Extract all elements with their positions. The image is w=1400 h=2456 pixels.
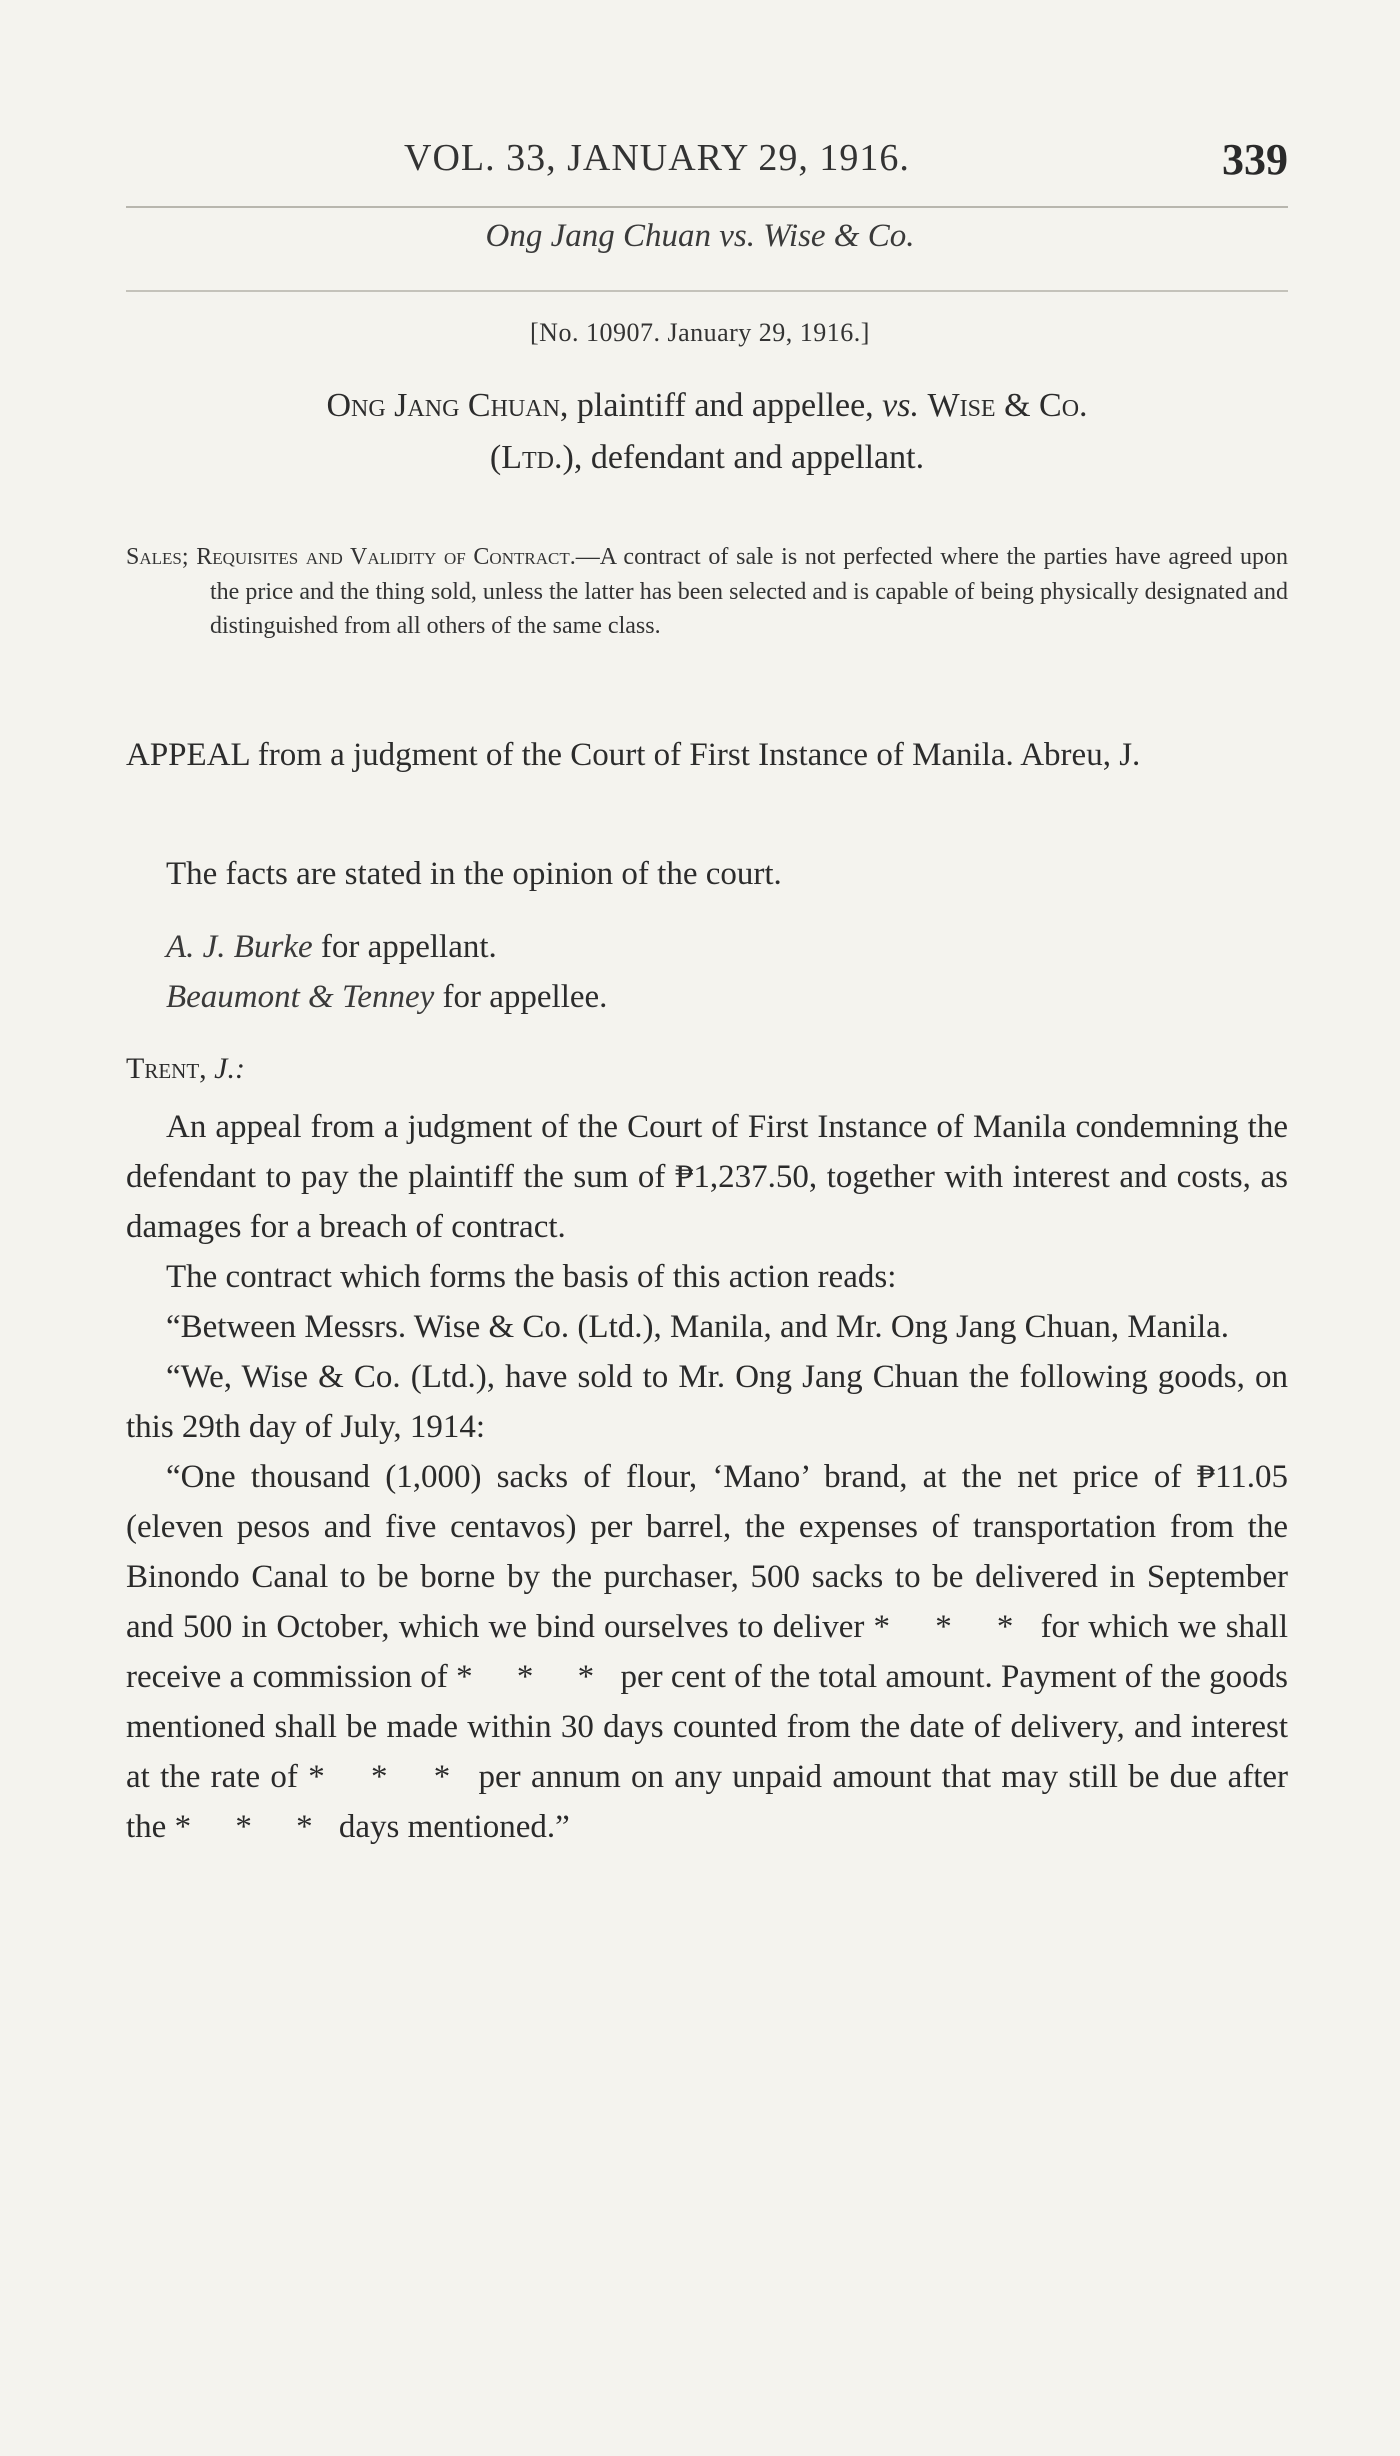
ltd-label: Ltd. — [501, 439, 563, 476]
appeal-line: APPEAL from a judgment of the Court of First Instance of Manila. Abreu, J. — [126, 737, 1141, 773]
ellipsis-stars: * * * — [873, 1609, 1032, 1645]
opinion-body — [126, 1102, 1288, 1852]
judge-title: J.: — [214, 1052, 245, 1085]
contract-text: per cent of the total amount. Payment of the goods mentioned shall be made within 30 days counted from the date of delivery, and interest at the rate of — [126, 1659, 1289, 1795]
plaintiff-role: , plaintiff and appellee, — [559, 387, 883, 424]
parties — [126, 380, 1288, 484]
appellee-counsel-role: for appellee. — [434, 979, 608, 1015]
ellipsis-stars: * * * — [456, 1659, 613, 1695]
docket-number: [No. 10907. January 29, 1916.] — [530, 318, 870, 347]
header-rule-bottom — [126, 290, 1288, 292]
syllabus — [126, 540, 1288, 644]
contract-text: per annum on any unpaid amount that may still be due after the — [126, 1759, 1289, 1845]
ltd-close: ) — [562, 439, 574, 476]
opinion-paragraph: The contract which forms the basis of this action reads: — [166, 1259, 897, 1295]
contract-quote-paragraph — [126, 1452, 1288, 1852]
counsel-appellee — [166, 972, 607, 1022]
judge-name: Trent — [126, 1052, 200, 1085]
appellant-counsel-name: A. J. Burke — [166, 929, 313, 965]
plaintiff-name: Ong Jang Chuan — [326, 387, 560, 424]
opinion-paragraph: An appeal from a judgment of the Court of First Instance of Manila condemning the defendant to pay the plaintiff the sum of ₱1,237.50, together with interest and costs, as damages for a breach of contract. — [126, 1109, 1288, 1245]
ltd-open: ( — [489, 439, 502, 476]
contract-quote-paragraph: “We, Wise & Co. (Ltd.), have sold to Mr. Ong Jang Chuan the following goods, on this 29th day of July, 1914: — [126, 1359, 1288, 1445]
contract-quote-paragraph: “Between Messrs. Wise & Co. (Ltd.), Manila, and Mr. Ong Jang Chuan, Manila. — [166, 1309, 1230, 1345]
counsel-appellant — [166, 922, 607, 972]
contract-text: “One thousand (1,000) sacks of flour, ‘Mano’ brand, at the net price of ₱11.05 (eleven pesos and five centavos) per barrel, the expenses of transportation from the Binondo Canal to be borne by the purchaser, 500 sacks to be delivered in September and 500 in October, which we bind ourselves to deliver — [126, 1459, 1288, 1645]
judge-line: Trent, J.: — [126, 1052, 245, 1085]
appellee-counsel-name: Beaumont & Tenney — [166, 979, 435, 1015]
ellipsis-stars: * * * — [308, 1759, 469, 1795]
syllabus-text: —A contract of sale is not perfected where the parties have agreed upon the price and the thing sold, unless the latter has been selected and is capable of being physically designated and distinguished from all others of the same class. — [210, 544, 1288, 639]
running-head — [126, 130, 1288, 190]
defendant-role: , defendant and appellant. — [573, 439, 925, 476]
case-title: Ong Jang Chuan vs. Wise & Co. — [485, 218, 915, 254]
contract-text: for which we shall receive a commission of — [126, 1609, 1289, 1695]
versus: vs. — [882, 387, 919, 424]
ellipsis-stars: * * * — [174, 1809, 331, 1845]
appellant-counsel-role: for appellant. — [312, 929, 497, 965]
facts-note: The facts are stated in the opinion of the court. — [166, 856, 782, 892]
syllabus-heading: Sales; Requisites and Validity of Contract. — [126, 544, 576, 570]
counsel — [166, 922, 607, 1022]
defendant-name: Wise & Co. — [927, 387, 1088, 424]
page-number: 339 — [1222, 135, 1288, 184]
running-title: VOL. 33, JANUARY 29, 1916. — [404, 137, 910, 179]
header-rule-top — [126, 206, 1288, 208]
contract-text: days mentioned.” — [338, 1809, 570, 1845]
